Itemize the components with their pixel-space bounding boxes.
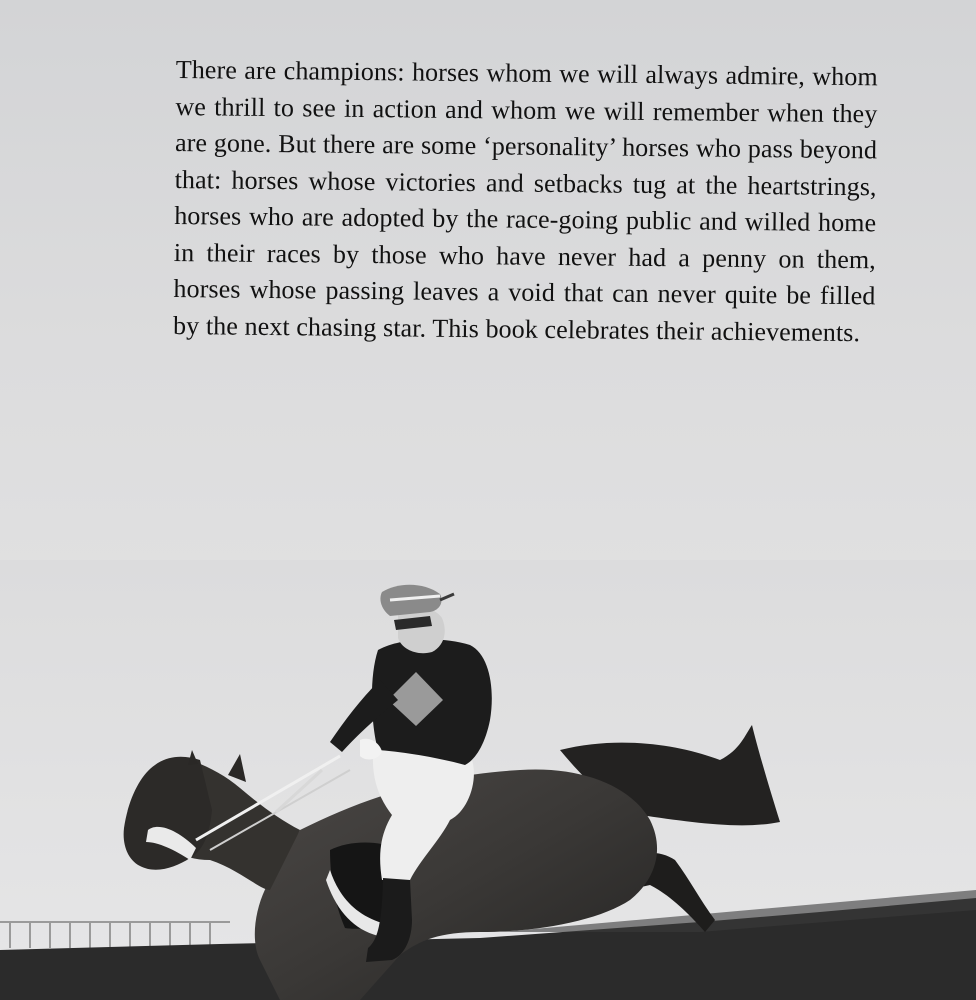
intro-paragraph: There are champions: horses whom we will always admire, whom we thrill to see in action and whom we will remember when they are gone. But there are some ‘personality’ horses who pass beyond that: horses whose victories and setbacks tug at the heartstrings, horses who are adopted by the race-going public and willed home in their races by those who have never had a penny on them, horses whose passing leaves a void that can never quite be filled by the next chasing star. This book celebrates their achievements.	[172, 54, 878, 347]
racing-photograph	[0, 560, 976, 1000]
jockey-horse-image	[0, 560, 976, 1000]
